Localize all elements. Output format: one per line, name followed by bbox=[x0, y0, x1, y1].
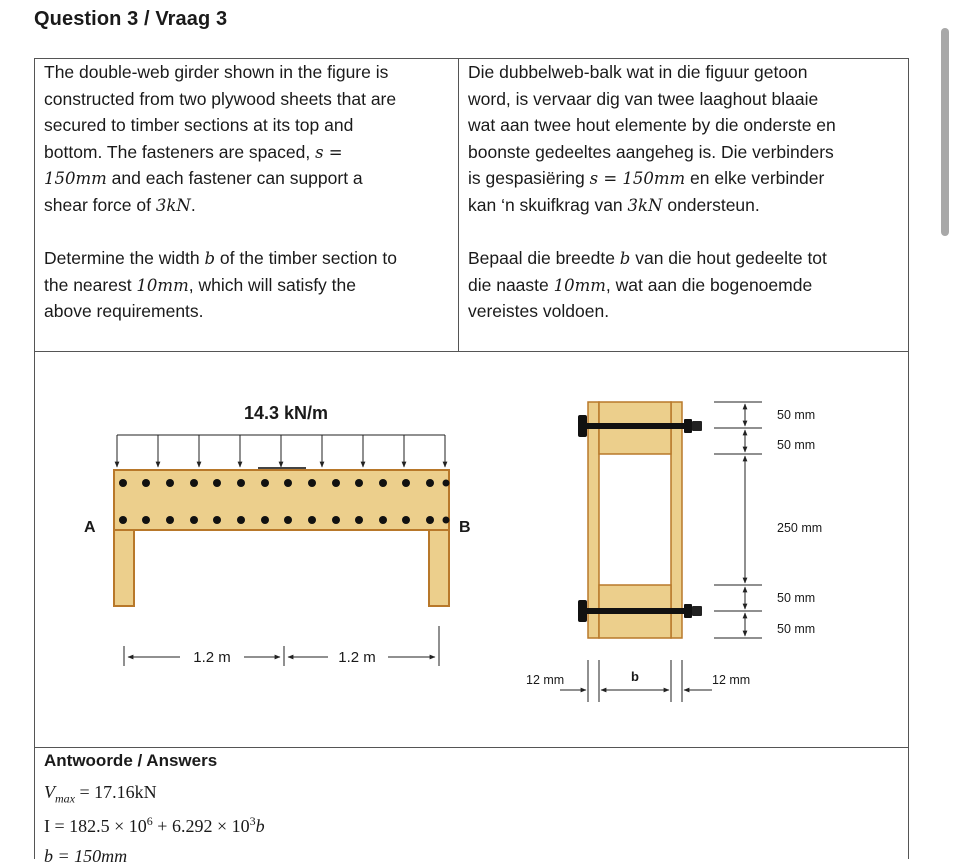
distributed-load-arrows bbox=[117, 435, 445, 467]
answer-vmax: $V_{max} = 17.16kN$ bbox=[44, 782, 157, 806]
afrikaans-line: kan ‘n skuifkrag van 3kN ondersteun. bbox=[468, 194, 760, 215]
afrikaans-line: boonste gedeeltes aangeheg is. Die verbinders bbox=[468, 141, 834, 162]
dim-label: 50 mm bbox=[777, 408, 816, 422]
support-label-a: A bbox=[84, 519, 96, 536]
answer-inertia: $I = 182.5 \times 10^6 + 6.292 \times 10^3b$ bbox=[44, 814, 265, 836]
span-label-left: 1.2 m bbox=[193, 649, 231, 666]
dim-label: 50 mm bbox=[777, 438, 816, 452]
load-label: 14.3 kN/m bbox=[243, 403, 329, 423]
cross-section bbox=[526, 402, 822, 702]
english-line: 150mm and each fastener can support a bbox=[44, 168, 363, 188]
support-post-b bbox=[429, 530, 449, 606]
english-line: above requirements. bbox=[44, 301, 204, 321]
vertical-scrollbar[interactable] bbox=[941, 28, 949, 236]
afrikaans-line: is gespasiëring s = 150mm en elke verbinder bbox=[468, 168, 825, 188]
dim-label-left-web: 12 mm bbox=[526, 673, 565, 687]
afrikaans-line: wat aan twee hout elemente by die onderste en bbox=[468, 115, 836, 135]
dim-label: 250 mm bbox=[777, 521, 823, 535]
afrikaans-line: Bepaal die breedte b van die hout gedeelte tot bbox=[468, 248, 827, 268]
dim-label-b: b bbox=[631, 669, 639, 684]
answers-heading: Antwoorde / Answers bbox=[44, 751, 218, 770]
afrikaans-line: Die dubbelweb-balk wat in die figuur getoon bbox=[468, 62, 808, 82]
english-line: secured to timber sections at its top and bbox=[44, 115, 354, 135]
left-plywood-web bbox=[588, 402, 599, 638]
page-title: Question 3 / Vraag 3 bbox=[34, 8, 228, 30]
english-line: shear force of 3kN. bbox=[44, 194, 196, 215]
dim-label: 50 mm bbox=[777, 622, 816, 636]
answer-b: b = 150mm bbox=[44, 846, 128, 866]
english-line: Determine the width b of the timber section to bbox=[44, 248, 397, 268]
afrikaans-line: vereistes voldoen. bbox=[468, 301, 610, 321]
afrikaans-line: word, is vervaar dig van twee laaghout blaaie bbox=[468, 88, 819, 109]
english-line: constructed from two plywood sheets that are bbox=[44, 88, 397, 109]
support-post-a bbox=[114, 530, 134, 606]
beam-girder bbox=[114, 470, 449, 530]
afrikaans-line: die naaste 10mm, wat aan die bogenoemde bbox=[468, 274, 813, 295]
vertical-dimensions bbox=[714, 402, 762, 638]
right-plywood-web bbox=[671, 402, 682, 638]
dim-label: 50 mm bbox=[777, 591, 816, 605]
english-line: bottom. The fasteners are spaced, s = bbox=[44, 141, 343, 162]
span-label-right: 1.2 m bbox=[338, 649, 376, 666]
support-label-b: B bbox=[459, 519, 471, 536]
english-line: the nearest 10mm, which will satisfy the bbox=[44, 274, 356, 295]
beam-elevation bbox=[84, 403, 471, 666]
span-dimension bbox=[124, 626, 439, 666]
english-line: The double-web girder shown in the figure is bbox=[44, 62, 389, 82]
dim-label-right-web: 12 mm bbox=[712, 673, 751, 687]
